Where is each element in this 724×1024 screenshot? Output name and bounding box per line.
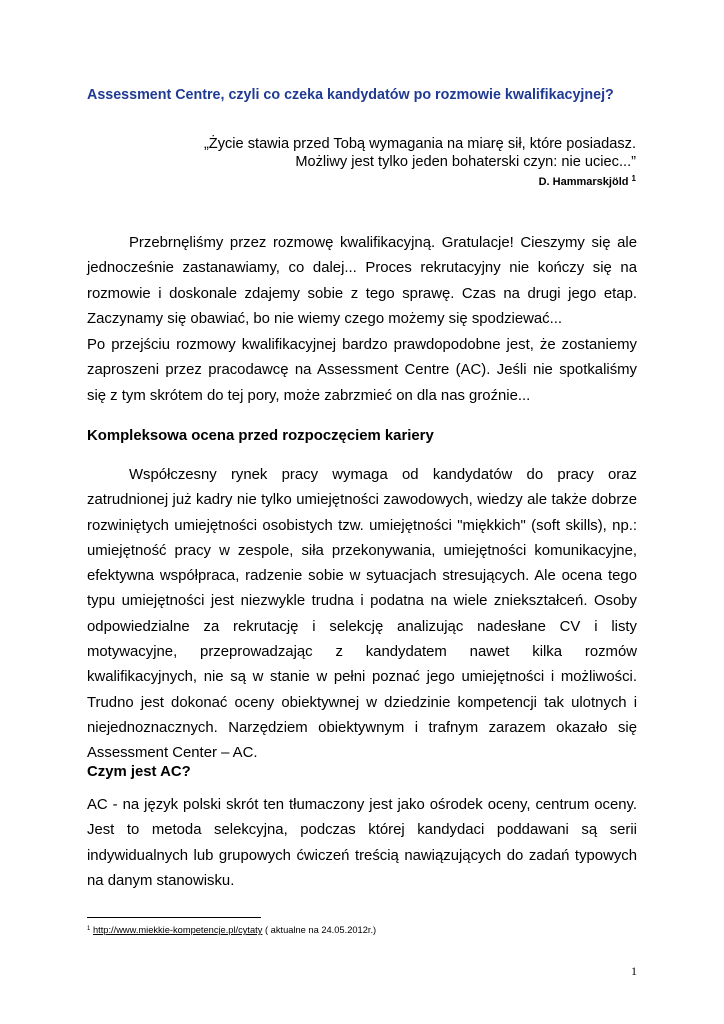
section1-paragraph: Współczesny rynek pracy wymaga od kandydatów do pracy oraz zatrudnionej już kadry nie tylko umiejętności zawodowych, wiedzy ale także dobrze rozwiniętych umiejętności osobistych tzw. umiejętności "miękkich" (soft skills), np.: umiejętność pracy w zespole, siła przekonywania, umiejętności komunikacyjne, efektywna współpraca, radzenie sobie w sytuacjach stresujących. Ale ocena tego typu umiejętności jest niezwykle trudna i podatna na wiele zniekształceń. Osoby odpowiedzialne za rekrutację i selekcję analizując nadesłane CV i listy motywacyjne, przeprowadzając z kandydatem nawet kilka rozmów kwalifikacyjnych, nie są w stanie w pełni poznać jego umiejętności i możliwości. Trudno jest dokonać oceny obiektywnej w dziedzinie kompetencji tak ulotnych i niejednoznacznych. Narzędziem obiektywnym i trafnym zarazem okazało się Assessment Center – AC. <box>87 467 637 762</box>
document-title: Assessment Centre, czyli co czeka kandydatów po rozmowie kwalifikacyjnej? <box>87 87 614 103</box>
quote-author-name: D. Hammarskjöld <box>538 176 629 188</box>
intro-paragraph-1: Przebrnęliśmy przez rozmowę kwalifikacyjną. Gratulacje! Cieszymy się ale jednocześnie zastanawiamy, co dalej... Proces rekrutacyjny nie kończy się na rozmowie i doskonale zdajemy sobie z tego sprawę. Czas na drugi jego etap. Zaczynamy się obawiać, bo nie wiemy czego możemy się spodziewać... <box>87 235 637 327</box>
quote-line-1: „Życie stawia przed Tobą wymagania na miarę sił, które posiadasz. <box>203 136 636 152</box>
page-number: 1 <box>631 964 637 978</box>
footnote-separator <box>87 917 261 918</box>
footnote-reference[interactable]: 1 <box>631 174 636 183</box>
footnote-link[interactable]: http://www.miekkie-kompetencje.pl/cytaty <box>92 925 263 935</box>
footnote <box>87 925 376 935</box>
section-heading-czym-jest-ac: Czym jest AC? <box>87 764 191 780</box>
quote-line-2: Możliwy jest tylko jeden bohaterski czyn: nie uciec...” <box>295 154 636 170</box>
footnote-number: 1 <box>87 926 91 932</box>
section-heading-kompleksowa-ocena: Kompleksowa ocena przed rozpoczęciem kariery <box>87 428 434 444</box>
footnote-note: ( aktualne na 24.05.2012r.) <box>262 925 377 935</box>
intro-paragraph-2: Po przejściu rozmowy kwalifikacyjnej bardzo prawdopodobne jest, że zostaniemy zaproszeni przez pracodawcę na Assessment Centre (AC). Jeśli nie spotkaliśmy się z tym skrótem do tej pory, może zabrzmieć on dla nas groźnie... <box>87 337 637 404</box>
section2-paragraph: AC - na język polski skrót ten tłumaczony jest jako ośrodek oceny, centrum oceny. Jest to metoda selekcyjna, podczas której kandydaci poddawani są serii indywidualnych lub grupowych ćwiczeń treścią nawiązujących do zadań typowych na danym stanowisku. <box>87 797 637 889</box>
epigraph-quote <box>204 135 636 190</box>
quote-author <box>204 171 636 190</box>
